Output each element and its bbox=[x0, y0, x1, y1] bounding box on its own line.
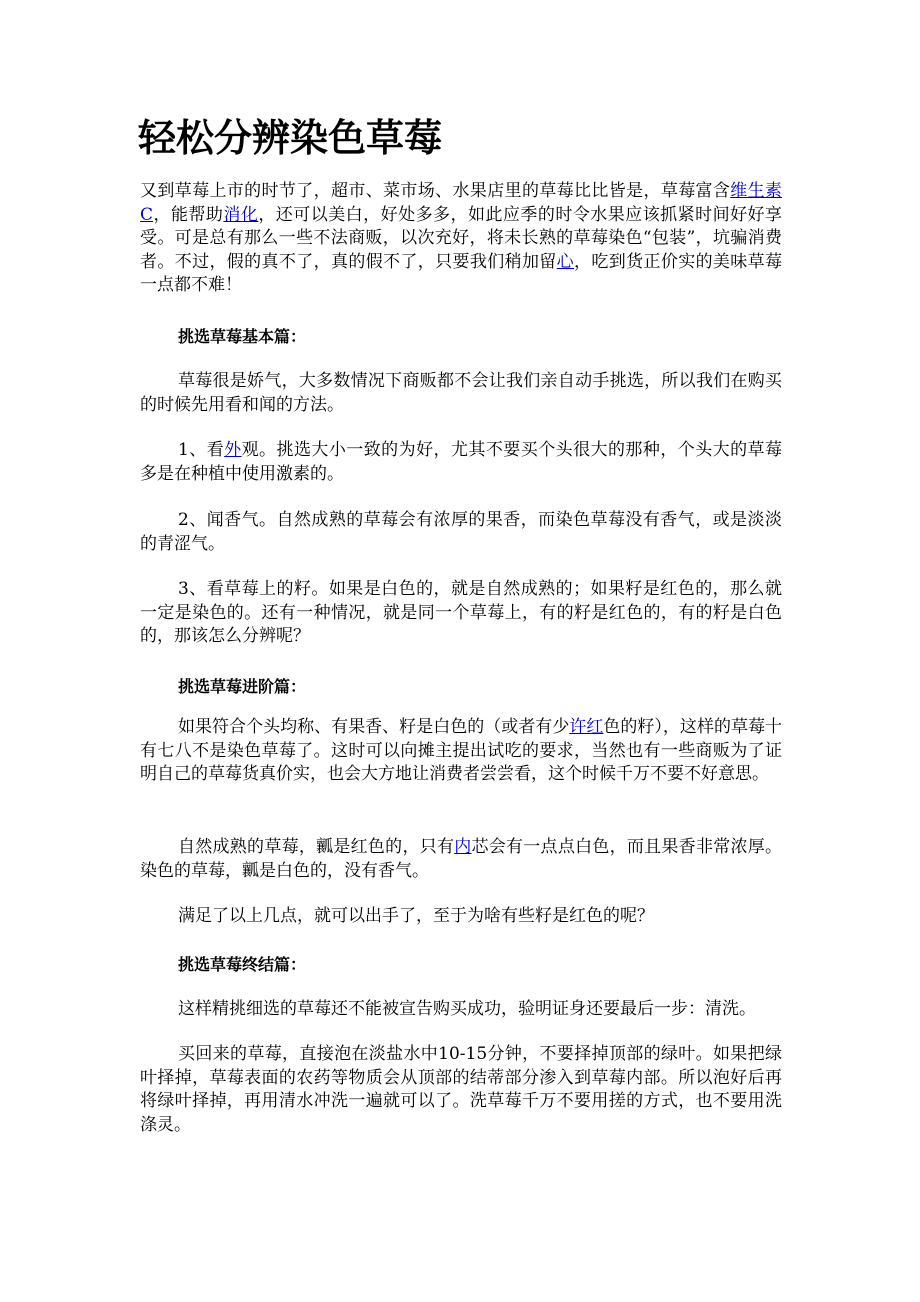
link-some-red[interactable]: 许红 bbox=[569, 717, 604, 737]
final-paragraph-1: 这样精挑细选的草莓还不能被宣告购买成功，验明证身还要最后一步：清洗。 bbox=[178, 999, 756, 1019]
basic-p2-text-a: 1、看 bbox=[178, 440, 225, 460]
advanced-p1-text-a: 如果符合个头均称、有果香、籽是白色的（或者有少 bbox=[178, 717, 570, 737]
basic-p2-text-b: 观。挑选大小一致的为好，尤其不要买个头很大的那种，个头大的草莓多是在种植中使用激素的。 bbox=[140, 440, 782, 484]
link-digestion[interactable]: 消化 bbox=[223, 204, 259, 225]
basic-paragraph-3: 2、闻香气。自然成熟的草莓会有浓厚的果香，而染色草莓没有香气，或是淡淡的青涩气。 bbox=[140, 510, 782, 554]
basic-paragraph-2 bbox=[140, 439, 782, 486]
advanced-p2-text-b: 芯会有一点点白色，而且果香非常浓厚。染色的草莓，瓤是白色的，没有香气。 bbox=[140, 837, 782, 881]
final-paragraph-2: 买回来的草莓，直接泡在淡盐水中10-15分钟，不要择掉顶部的绿叶。如果把绿叶择掉，草莓表面的农药等物质会从顶部的结蒂部分渗入到草莓内部。所以泡好后再将绿叶择掉，再用清水冲洗一遍就可以了。洗草莓千万不要用搓的方式，也不要用洗涤灵。 bbox=[140, 1044, 782, 1135]
section-heading-advanced: 挑选草莓进阶篇： bbox=[178, 677, 307, 696]
advanced-paragraph-1 bbox=[140, 716, 782, 787]
advanced-p2-text-a: 自然成熟的草莓，瓤是红色的，只有 bbox=[178, 837, 455, 857]
link-heart[interactable]: 心 bbox=[556, 251, 575, 272]
advanced-paragraph-3: 满足了以上几点，就可以出手了，至于为啥有些籽是红色的呢？ bbox=[178, 906, 654, 926]
intro-paragraph bbox=[140, 180, 782, 298]
intro-text-1: 又到草莓上市的时节了，超市、菜市场、水果店里的草莓比比皆是，草莓富含 bbox=[140, 181, 731, 201]
link-appearance[interactable]: 外 bbox=[224, 440, 242, 460]
section-heading-final: 挑选草莓终结篇： bbox=[178, 955, 307, 974]
intro-text-3: ，还可以美白，好处多多，如此应季的时令水果应该抓紧时间好好享受。可是总有那么一些不法商贩，以次充好，将未长熟的草莓染色“包装”，坑骗消费者。不过，假的真不了，真的假不了，只要我们稍加留 bbox=[140, 204, 783, 272]
advanced-p1-text-b: 色的籽），这样的草莓十有七八不是染色草莓了。这时可以向摊主提出试吃的要求，当然也有一些商贩为了证明自己的草莓货真价实，也会大方地让消费者尝尝看，这个时候千万不要不好意思。 bbox=[140, 717, 783, 784]
basic-paragraph-4: 3、看草莓上的籽。如果是白色的，就是自然成熟的；如果籽是红色的，那么就一定是染色的。还有一种情况，就是同一个草莓上，有的籽是红色的，有的籽是白色的，那该怎么分辨呢？ bbox=[140, 579, 782, 646]
advanced-paragraph-2 bbox=[140, 836, 782, 883]
intro-text-4: ，吃到货正价实的美味草莓一点都不难！ bbox=[140, 251, 783, 295]
section-heading-basic: 挑选草莓基本篇： bbox=[178, 327, 307, 346]
link-vitamin-c[interactable]: 维生素C bbox=[140, 181, 783, 225]
page-title: 轻松分辨染色草莓 bbox=[138, 116, 443, 160]
intro-text-2: ，能帮助 bbox=[153, 204, 224, 225]
basic-paragraph-1: 草莓很是娇气，大多数情况下商贩都不会让我们亲自动手挑选，所以我们在购买的时候先用看和闻的方法。 bbox=[140, 371, 782, 415]
link-inner[interactable]: 内 bbox=[454, 837, 472, 857]
